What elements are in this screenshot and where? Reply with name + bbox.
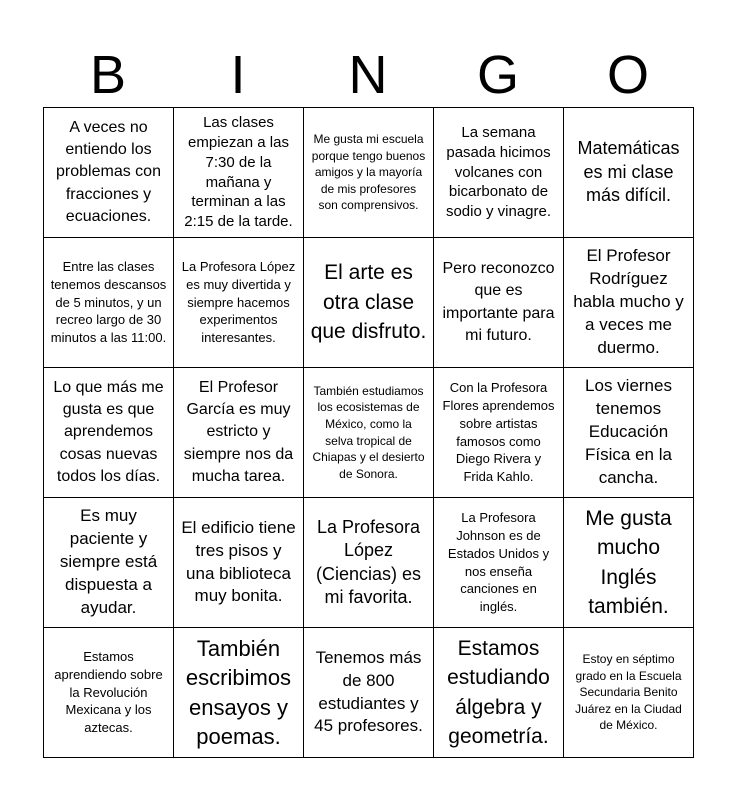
header-letter-i: I <box>230 45 246 105</box>
bingo-cell[interactable] <box>174 368 304 498</box>
cell-text: La Profesora Johnson es de Estados Unidos y nos enseña canciones en inglés. <box>447 510 550 614</box>
bingo-cell[interactable] <box>44 628 174 758</box>
cell-text: Me gusta mi escuela porque tengo buenos amigos y la mayoría de mis profesores son comprensivos. <box>311 132 426 213</box>
cell-text: Matemáticas es mi clase más difícil. <box>577 138 680 206</box>
bingo-cell[interactable] <box>434 368 564 498</box>
bingo-cell[interactable] <box>564 108 694 238</box>
cell-text: Las clases empiezan a las 7:30 de la mañana y terminan a las 2:15 de la tarde. <box>184 113 293 231</box>
cell-text: Entre las clases tenemos descansos de 5 minutos, y un recreo largo de 30 minutos a las 11:00. <box>50 259 167 345</box>
bingo-cell[interactable] <box>174 238 304 368</box>
bingo-header <box>43 44 693 106</box>
cell-text: Es muy paciente y siempre está dispuesta a ayudar. <box>59 506 158 617</box>
cell-text: Estamos estudiando álgebra y geometría. <box>447 636 550 748</box>
bingo-cell[interactable] <box>304 498 434 628</box>
bingo-cell[interactable] <box>174 108 304 238</box>
bingo-cell[interactable] <box>564 238 694 368</box>
cell-text: A veces no entiendo los problemas con fracciones y ecuaciones. <box>56 119 161 225</box>
cell-text: El arte es otra clase que disfruto. <box>310 261 427 344</box>
cell-text: Estamos aprendiendo sobre la Revolución Mexicana y los aztecas. <box>54 649 163 735</box>
bingo-cell[interactable] <box>44 238 174 368</box>
bingo-board <box>43 107 694 758</box>
cell-text: Lo que más me gusta es que aprendemos cosas nuevas todos los días. <box>53 379 164 485</box>
cell-text: La Profesora López (Ciencias) es mi favorita. <box>315 516 422 607</box>
bingo-cell[interactable] <box>304 108 434 238</box>
bingo-cell[interactable] <box>44 368 174 498</box>
cell-text: Los viernes tenemos Educación Física en la cancha. <box>585 376 672 487</box>
bingo-cell[interactable] <box>434 238 564 368</box>
bingo-cell[interactable] <box>564 628 694 758</box>
bingo-cell[interactable] <box>434 108 564 238</box>
bingo-cell[interactable] <box>44 108 174 238</box>
bingo-cell[interactable] <box>304 628 434 758</box>
bingo-cell[interactable] <box>564 498 694 628</box>
bingo-cell[interactable] <box>434 498 564 628</box>
cell-text: Con la Profesora Flores aprendemos sobre artistas famosos como Diego Rivera y Frida Kahlo. <box>442 380 555 484</box>
cell-text: Estoy en séptimo grado en la Escuela Secundaria Benito Juárez en la Ciudad de México. <box>575 652 682 733</box>
bingo-cell[interactable] <box>304 368 434 498</box>
bingo-cell[interactable] <box>304 238 434 368</box>
bingo-cell[interactable] <box>44 498 174 628</box>
cell-text: El Profesor Rodríguez habla mucho y a veces me duermo. <box>573 246 684 357</box>
header-letter-g: G <box>476 45 519 105</box>
bingo-cell[interactable] <box>564 368 694 498</box>
cell-text: También estudiamos los ecosistemas de México, como la selva tropical de Chiapas y el desierto de Sonora. <box>312 383 425 481</box>
cell-text: La semana pasada hicimos volcanes con bicarbonato de sodio y vinagre. <box>445 123 552 221</box>
cell-text: El Profesor García es muy estricto y siempre nos da mucha tarea. <box>183 379 294 485</box>
cell-text: También escribimos ensayos y poemas. <box>185 636 292 749</box>
cell-text: Pero reconozco que es importante para mi futuro. <box>442 260 555 344</box>
header-letter-b: B <box>89 45 127 105</box>
cell-text: La Profesora López es muy divertida y siempre hacemos experimentos interesantes. <box>181 259 296 345</box>
bingo-cell[interactable] <box>434 628 564 758</box>
cell-text: El edificio tiene tres pisos y una biblioteca muy bonita. <box>181 517 296 606</box>
header-letter-n: N <box>348 45 388 105</box>
header-letter-o: O <box>606 45 649 105</box>
cell-text: Me gusta mucho Inglés también. <box>585 506 672 618</box>
bingo-cell[interactable] <box>174 628 304 758</box>
cell-text: Tenemos más de 800 estudiantes y 45 profesores. <box>314 647 423 736</box>
bingo-cell[interactable] <box>174 498 304 628</box>
